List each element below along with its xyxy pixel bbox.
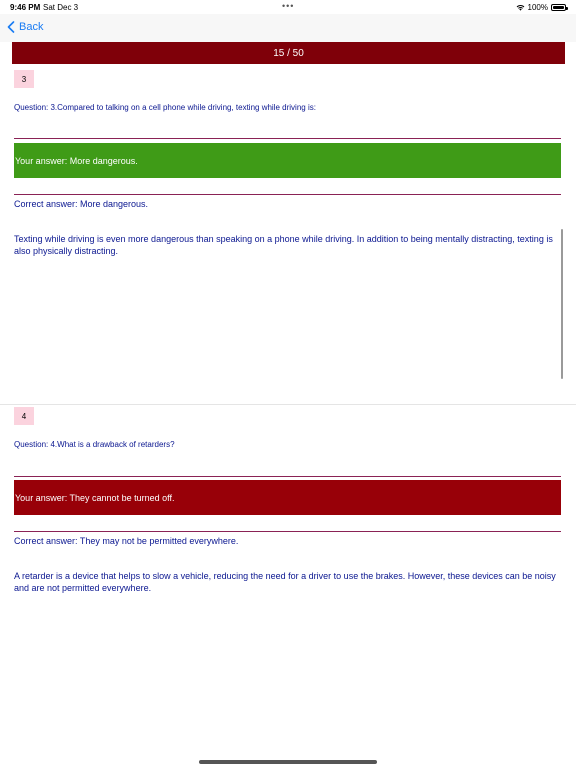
status-right [516,3,566,12]
correct-answer-text: Correct answer: They may not be permitted everywhere. [14,536,239,546]
divider [14,531,561,532]
wifi-icon [516,4,525,11]
nav-bar [0,14,576,42]
progress-header [12,42,565,64]
status-time: 9:46 PM [10,3,41,12]
explanation-text: Texting while driving is even more dangerous than speaking on a phone while driving. In addition to being mentally distracting, texting is also physically distracting. [14,234,553,256]
section-separator [0,404,576,405]
multitasking-dots[interactable]: ••• [282,1,295,11]
battery-cap [566,7,568,10]
status-date: Sat Dec 3 [43,3,79,12]
progress-label: 15 / 50 [273,47,304,59]
question-number-badge: 3 [14,70,34,88]
status-bar [0,0,576,14]
battery-fill [553,6,564,9]
explanation-text: A retarder is a device that helps to slow a vehicle, reducing the need for a driver to use the brakes. However, these devices can be noisy and are not permitted everywhere. [14,571,556,593]
back-button[interactable] [7,21,43,33]
question-text: Question: 4.What is a drawback of retarders? [14,440,175,449]
back-label: Back [19,21,44,33]
battery-percent: 100% [527,3,548,12]
correct-answer-text: Correct answer: More dangerous. [14,199,149,209]
battery-icon [551,4,566,11]
divider [14,138,561,139]
chevron-left-icon [7,21,15,33]
your-answer-box [14,480,561,515]
home-indicator[interactable] [199,760,377,764]
divider [14,194,561,195]
question-number-badge: 4 [14,407,34,425]
scroll-indicator[interactable] [561,229,563,379]
divider [14,476,561,477]
your-answer-text: Your answer: They cannot be turned off. [15,492,175,503]
your-answer-box [14,143,561,178]
your-answer-text: Your answer: More dangerous. [15,155,138,166]
question-text: Question: 3.Compared to talking on a cell phone while driving, texting while driving is: [14,103,316,112]
